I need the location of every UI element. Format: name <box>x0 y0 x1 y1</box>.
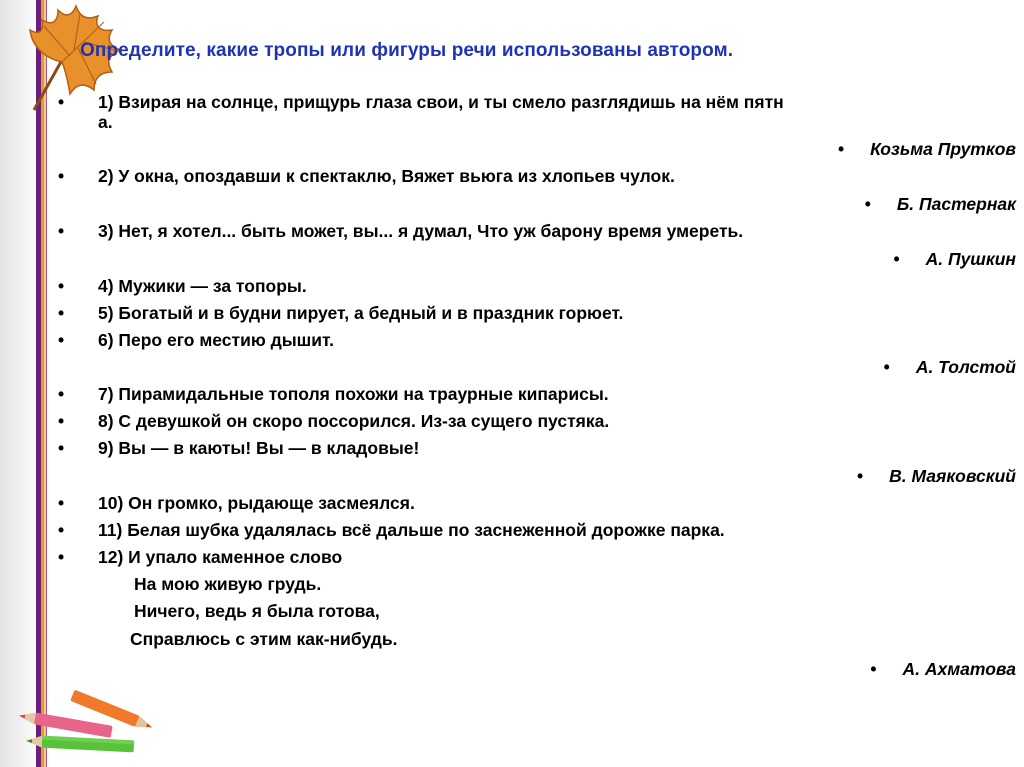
bullet: • <box>883 357 890 377</box>
list-item-text: 2) У окна, опоздавши к спектаклю, Вяжет вьюга из хлопьев чулок. <box>98 166 675 186</box>
bullet: • <box>856 466 864 486</box>
list-item-text: 6) Перо его местию дышит. <box>98 330 334 350</box>
bullet: • <box>864 194 871 214</box>
bullet: • <box>870 659 877 679</box>
list-item-text: 5) Богатый и в будни пирует, а бедный и в праздник горюет. <box>98 303 624 323</box>
author-attribution <box>884 356 1016 378</box>
author-attribution <box>893 248 1016 270</box>
bullet: • <box>58 303 65 323</box>
bullet: • <box>58 166 65 186</box>
list-item-text: 7) Пирамидальные тополя похожи на траурные кипарисы. <box>98 384 609 404</box>
poem-line-text: Справлюсь с этим как-нибудь. <box>130 629 398 649</box>
bullet: • <box>58 438 65 458</box>
list-item-text: 11) Белая шубка удалялась всё дальше по заснеженной дорожке парка. <box>98 520 725 540</box>
list-item-text: 3) Нет, я хотел... быть может, вы... я думал, Что уж барону время умереть. <box>98 221 744 241</box>
list-item-text: 4) Мужики — за топоры. <box>98 276 307 296</box>
author-name: А. Пушкин <box>925 249 1016 269</box>
crayons-icon <box>8 682 168 762</box>
poem-line-text: На мою живую грудь. <box>134 574 322 594</box>
author-attribution <box>870 658 1016 680</box>
bullet: • <box>58 221 65 241</box>
page-title: Определите, какие тропы или фигуры речи использованы автором. <box>80 40 734 61</box>
bullet: • <box>58 411 65 431</box>
bullet: • <box>58 330 65 350</box>
author-name: Б. Пастернак <box>896 194 1016 214</box>
author-name: А. Толстой <box>915 357 1016 377</box>
bullet: • <box>58 384 65 404</box>
list-item-text: 1) Взирая на солнце, прищурь глаза свои, и ты смело разглядишь на нём пятн <box>98 92 784 112</box>
list-item-text: 8) С девушкой он скоро поссорился. Из-за сущего пустяка. <box>98 411 610 431</box>
author-name: А. Ахматова <box>902 659 1016 679</box>
author-attribution <box>838 138 1016 160</box>
bullet: • <box>58 276 65 296</box>
author-attribution <box>857 465 1016 487</box>
list-item-text: 12) И упало каменное слово <box>98 547 343 567</box>
list-item-text: 10) Он громко, рыдающе засмеялся. <box>98 493 415 513</box>
list-item-text-continuation: а. <box>98 112 113 132</box>
bullet: • <box>58 547 65 567</box>
author-name: В. Маяковский <box>889 466 1016 486</box>
list-item-text: 9) Вы — в каюты! Вы — в кладовые! <box>98 438 420 458</box>
author-attribution <box>865 193 1016 215</box>
bullet: • <box>893 249 900 269</box>
bullet: • <box>58 493 65 513</box>
bullet: • <box>58 92 65 112</box>
bullet: • <box>58 520 65 540</box>
poem-line-text: Ничего, ведь я была готова, <box>134 601 380 621</box>
bullet: • <box>837 139 845 159</box>
author-name: Козьма Прутков <box>870 139 1016 159</box>
